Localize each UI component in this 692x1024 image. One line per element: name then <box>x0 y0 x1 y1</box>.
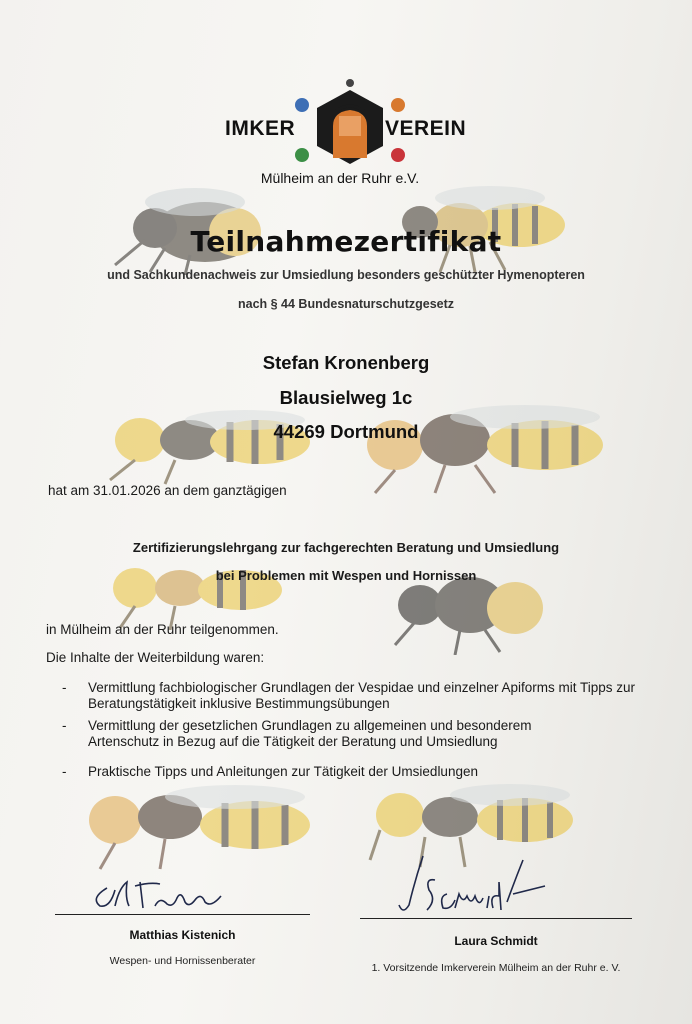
signer-name: Matthias Kistenich <box>129 928 236 942</box>
attended-line: hat am 31.01.2026 an dem ganztägigen <box>48 483 287 498</box>
recipient-name: Stefan Kronenberg <box>262 352 430 373</box>
wasp-illustration-lower-left <box>95 550 285 630</box>
certificate-title: Teilnahmezertifikat <box>190 225 502 258</box>
bullet-item: Praktische Tipps und Anleitungen zur Tätigkeit der Umsiedlungen <box>88 764 478 779</box>
bullet-dash: - <box>62 680 67 695</box>
signature-line-left <box>55 914 310 915</box>
certificate-subtitle: und Sachkundenachweis zur Umsiedlung besonders geschützter Hymenopteren <box>107 268 585 282</box>
logo-word-verein: VEREIN <box>385 117 467 140</box>
bullet-dash: - <box>62 718 67 733</box>
imkerverein-logo <box>215 70 485 200</box>
signature-schmidt <box>395 850 555 920</box>
location-line: in Mülheim an der Ruhr teilgenommen. <box>46 622 279 637</box>
logo-subtitle: Mülheim an der Ruhr e.V. <box>260 170 420 186</box>
signature-line-right <box>360 918 632 919</box>
signer-role: 1. Vorsitzende Imkerverein Mülheim an der Ruhr e. V. <box>371 962 621 974</box>
bullet-dash: - <box>62 764 67 779</box>
course-title-line-1: Zertifizierungslehrgang zur fachgerechten Beratung und Umsiedlung <box>132 540 560 555</box>
logo-word-imker: IMKER <box>225 117 296 140</box>
signer-role: Wespen- und Hornissenberater <box>109 955 256 967</box>
wasp-illustration-bottom-left <box>75 775 315 870</box>
signer-name: Laura Schmidt <box>454 934 538 948</box>
recipient-city: 44269 Dortmund <box>273 421 419 442</box>
recipient-street: Blausielweg 1c <box>279 387 413 408</box>
signature-kistenich <box>85 868 235 913</box>
bullet-item: Vermittlung der gesetzlichen Grundlagen zu allgemeinen und besonderem Artenschutz in Bezug auf die Tätigkeit der Beratung und Umsiedlung <box>88 718 532 749</box>
course-title-line-2: bei Problemen mit Wespen und Hornissen <box>215 568 477 583</box>
hornet-illustration-middle-right <box>355 395 610 495</box>
contents-intro: Die Inhalte der Weiterbildung waren: <box>46 650 265 665</box>
bullet-item: Vermittlung fachbiologischer Grundlagen der Vespidae und einzelner Apiforms mit Tipps zur Beratungstätigkeit inklusive Bestimmungsübungen <box>88 680 636 711</box>
law-reference: nach § 44 Bundesnaturschutzgesetz <box>237 297 455 311</box>
